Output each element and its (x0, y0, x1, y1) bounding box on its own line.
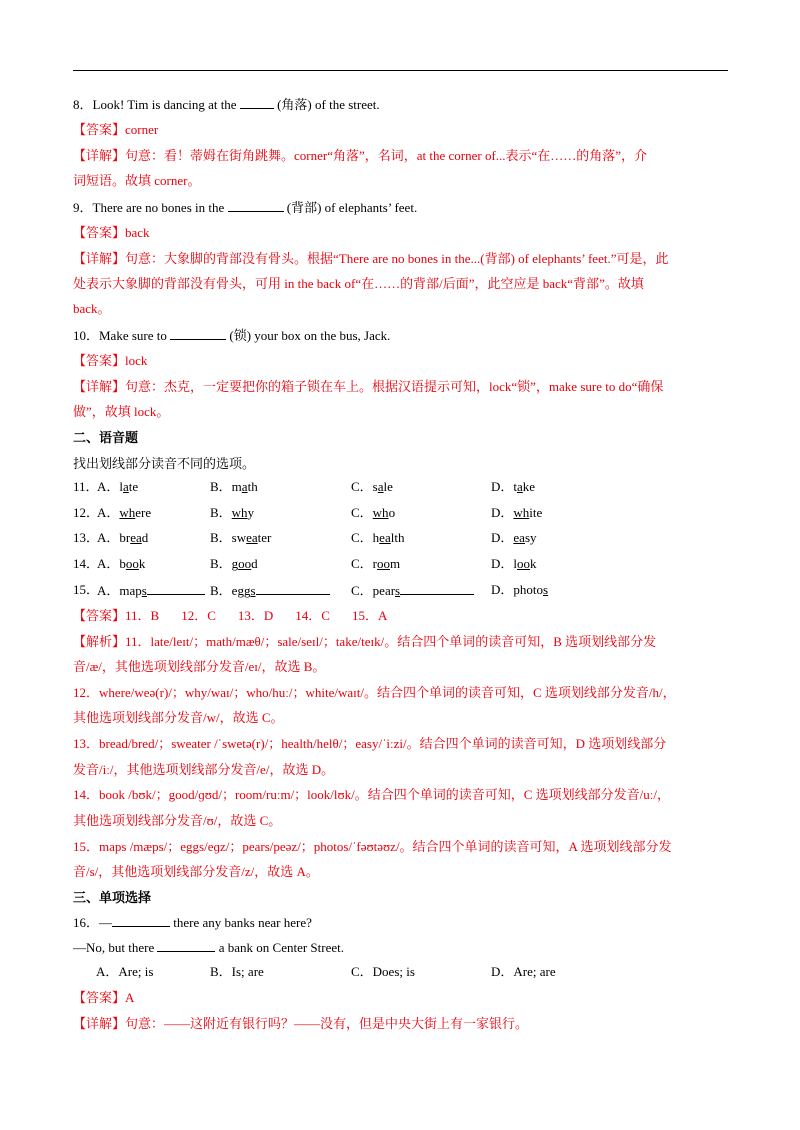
analysis-line: 音/s/，其他选项划线部分发音/z/，故选 A。 (73, 864, 319, 879)
answers-11-15 (73, 608, 733, 624)
option-d (491, 556, 537, 572)
answer-label: 【答案】 (73, 608, 126, 623)
word-part: br (119, 530, 131, 545)
word-part: map (119, 583, 142, 598)
option-letter: B． (210, 479, 232, 494)
question-number: 11． (73, 479, 99, 494)
word-part: lth (390, 530, 405, 545)
option-letter: D． (491, 556, 514, 571)
question-9-text-end: (背部) of elephants’ feet. (283, 200, 418, 215)
underlined-letters: ea (379, 530, 391, 545)
question-9 (73, 199, 733, 216)
option-b (210, 479, 258, 495)
option-letter: D． (491, 505, 514, 520)
word-part: m (390, 556, 401, 571)
word-part: pear (372, 583, 396, 598)
word-part: th (247, 479, 258, 494)
word-part: d (141, 530, 149, 545)
option-b: B．Is; are (210, 964, 264, 979)
underlined-letters: wh (513, 505, 530, 520)
detail-9: 【详解】句意：大象脚的背部没有骨头。根据“There are no bones in the...(背部) of elephants’ feet.”可是，此 (73, 251, 669, 266)
underlined-letters: s (141, 583, 147, 598)
word-part: o (388, 505, 396, 520)
answer-10: 【答案】lock (73, 353, 148, 368)
answer-9: 【答案】back (73, 225, 150, 240)
question-13 (73, 530, 733, 546)
section-2-title: 二、语音题 (73, 430, 139, 445)
option-letter: C． (351, 556, 373, 571)
word-part: l (119, 479, 124, 494)
question-16-line-2 (73, 939, 733, 956)
option-d (491, 479, 535, 495)
word-part: d (251, 556, 258, 571)
answer-13: 13．D (237, 608, 274, 623)
word-part: ite (529, 505, 543, 520)
underlined-letters: a (517, 479, 523, 494)
analysis-line: 12．where/weə(r)/；why/waɪ/；who/huː/；white/waɪt/。结合四个单词的读音可知，C 选项划线部分发音/h/， (73, 685, 676, 700)
underlined-letters: ea (246, 530, 258, 545)
detail-16: 【详解】句意：——这附近有银行吗？——没有，但是中央大街上有一家银行。 (73, 1016, 529, 1031)
analysis-line: 14．book /bʊk/；good/ɡʊd/；room/ruːm/；look/lʊk/。结合四个单词的读音可知，C 选项划线部分发音/uː/， (73, 787, 671, 802)
word-part: l (513, 556, 518, 571)
option-a (97, 505, 151, 521)
question-14 (73, 556, 733, 572)
underlined-letters: ea (130, 530, 142, 545)
option-b (210, 505, 254, 521)
header-rule (73, 70, 728, 71)
question-number: 12． (73, 505, 100, 520)
answer-16: 【答案】A (73, 990, 135, 1005)
question-16-options (73, 964, 733, 980)
answer-blank (112, 914, 170, 927)
question-8-text-end: (角落) of the street. (273, 97, 380, 112)
underlined-letters: oo (238, 556, 252, 571)
question-16-reply-end: a bank on Center Street. (215, 940, 344, 955)
word-part: sy (524, 530, 537, 545)
underlined-letters: a (377, 479, 384, 494)
analysis-line: 13．bread/bred/；sweater /ˈswetə(r)/；health/helθ/；easy/ˈiːzi/。结合四个单词的读音可知，D 选项划线部分 (73, 736, 667, 751)
underlined-letters: oo (125, 556, 139, 571)
answer-blank (228, 199, 284, 212)
option-a: A．Are; is (96, 964, 154, 979)
word-part: k (530, 556, 537, 571)
question-9-text: 9．There are no bones in the (73, 200, 228, 215)
option-c (351, 479, 393, 495)
question-16-text: 16．— (73, 915, 113, 930)
option-a (97, 479, 138, 495)
word-part: photo (513, 582, 544, 597)
option-c: C．Does; is (351, 964, 415, 979)
question-16-text-end: there any banks near here? (170, 915, 312, 930)
option-d: D．Are; are (491, 964, 556, 979)
answer-15: 15．A (351, 608, 388, 623)
question-10-text: 10．Make sure to (73, 328, 171, 343)
question-16-line-1 (73, 914, 733, 931)
underlined-letters: wh (119, 505, 136, 520)
word-part: r (372, 556, 378, 571)
word-part: ter (257, 530, 272, 545)
option-d (491, 530, 537, 546)
word-part: t (513, 479, 518, 494)
question-number: 15． (73, 582, 100, 597)
word-part: le (383, 479, 393, 494)
word-part: y (247, 505, 255, 520)
filler-line (400, 582, 474, 595)
underlined-letters: ea (513, 530, 525, 545)
question-10 (73, 327, 733, 344)
analysis-line: 音/æ/，其他选项划线部分发音/eɪ/，故选 B。 (73, 659, 326, 674)
answer-11: 11．B (125, 608, 160, 623)
section-3-title: 三、单项选择 (73, 890, 152, 905)
word-part: k (138, 556, 146, 571)
detail-8-cont: 词短语。故填 corner。 (73, 173, 201, 188)
word-part: g (231, 556, 239, 571)
analysis-line: 15．maps /mæps/；eggs/eɡz/；pears/peəz/；photos/ˈfəʊtəʊz/。结合四个单词的读音可知，A 选项划线部分发 (73, 839, 672, 854)
underlined-letters: oo (517, 556, 531, 571)
option-letter: A． (97, 530, 120, 545)
detail-8: 【详解】句意：看！蒂姆在街角跳舞。corner“角落”，名词，at the corner of...表示“在……的角落”，介 (73, 148, 648, 163)
detail-9-cont: 处表示大象脚的背部没有骨头，可用 in the back of“在……的背部/后面”，此空应是 back“背部”。故填 (73, 276, 644, 291)
answer-12: 12．C (181, 608, 216, 623)
option-a (97, 556, 145, 572)
filler-line (256, 582, 330, 595)
option-letter: B． (210, 583, 232, 598)
answer-8: 【答案】corner (73, 122, 159, 137)
word-part: ere (135, 505, 152, 520)
filler-line (147, 582, 205, 595)
option-letter: A． (97, 556, 120, 571)
option-letter: B． (210, 505, 232, 520)
question-12 (73, 505, 733, 521)
answer-blank (170, 327, 226, 340)
answer-14: 14．C (295, 608, 330, 623)
question-10-text-end: (锁) your box on the bus, Jack. (226, 328, 391, 343)
option-c (351, 556, 400, 572)
answer-blank (240, 96, 274, 109)
option-letter: C． (351, 583, 373, 598)
option-a (97, 530, 148, 546)
word-part: egg (231, 583, 251, 598)
analysis-line: 【解析】11．late/leɪt/；math/mæθ/；sale/seɪl/；take/teɪk/。结合四个单词的读音可知，B 选项划线部分发 (73, 634, 657, 649)
answer-blank (157, 939, 215, 952)
question-number: 14． (73, 556, 100, 571)
option-b (210, 582, 330, 599)
option-letter: C． (351, 530, 373, 545)
question-8-text: 8．Look! Tim is dancing at the (73, 97, 240, 112)
underlined-letters: wh (231, 505, 248, 520)
option-letter: B． (210, 530, 232, 545)
word-part: ke (522, 479, 536, 494)
option-letter: B． (210, 556, 232, 571)
question-15 (73, 582, 733, 598)
option-a (97, 582, 205, 599)
word-part: s (372, 479, 378, 494)
section-2-instruction: 找出划线部分读音不同的选项。 (73, 456, 256, 471)
underlined-letters: wh (372, 505, 389, 520)
word-part: h (372, 530, 380, 545)
option-b (210, 530, 271, 546)
option-letter: A． (97, 479, 120, 494)
question-16-reply: —No, but there (73, 940, 158, 955)
analysis-line: 发音/iː/，其他选项划线部分发音/e/，故选 D。 (73, 762, 335, 777)
analysis-line: 其他选项划线部分发音/w/，故选 C。 (73, 710, 284, 725)
option-d (491, 582, 548, 598)
word-part: m (231, 479, 242, 494)
option-letter: A． (97, 583, 120, 598)
option-b (210, 556, 258, 572)
option-c (351, 530, 404, 546)
option-c (351, 582, 474, 599)
option-c (351, 505, 395, 521)
option-letter: C． (351, 479, 373, 494)
underlined-letters: s (543, 582, 549, 597)
option-letter: D． (491, 530, 514, 545)
question-11 (73, 479, 733, 495)
word-part: te (128, 479, 139, 494)
detail-9-cont2: back。 (73, 301, 111, 316)
word-part: b (119, 556, 126, 571)
option-letter: C． (351, 505, 373, 520)
underlined-letters: oo (377, 556, 391, 571)
option-d (491, 505, 542, 521)
detail-10: 【详解】句意：杰克，一定要把你的箱子锁在车上。根据汉语提示可知，lock“锁”，make sure to do“确保 (73, 379, 664, 394)
underlined-letters: s (250, 583, 256, 598)
underlined-letters: a (123, 479, 129, 494)
option-letter: D． (491, 479, 514, 494)
detail-10-cont: 做”，故填 lock。 (73, 404, 170, 419)
underlined-letters: a (241, 479, 248, 494)
analysis-line: 其他选项划线部分发音/ʊ/，故选 C。 (73, 813, 282, 828)
question-8 (73, 96, 733, 113)
word-part: sw (231, 530, 247, 545)
option-letter: A． (97, 505, 120, 520)
option-letter: D． (491, 582, 514, 597)
underlined-letters: s (395, 583, 401, 598)
question-number: 13． (73, 530, 100, 545)
